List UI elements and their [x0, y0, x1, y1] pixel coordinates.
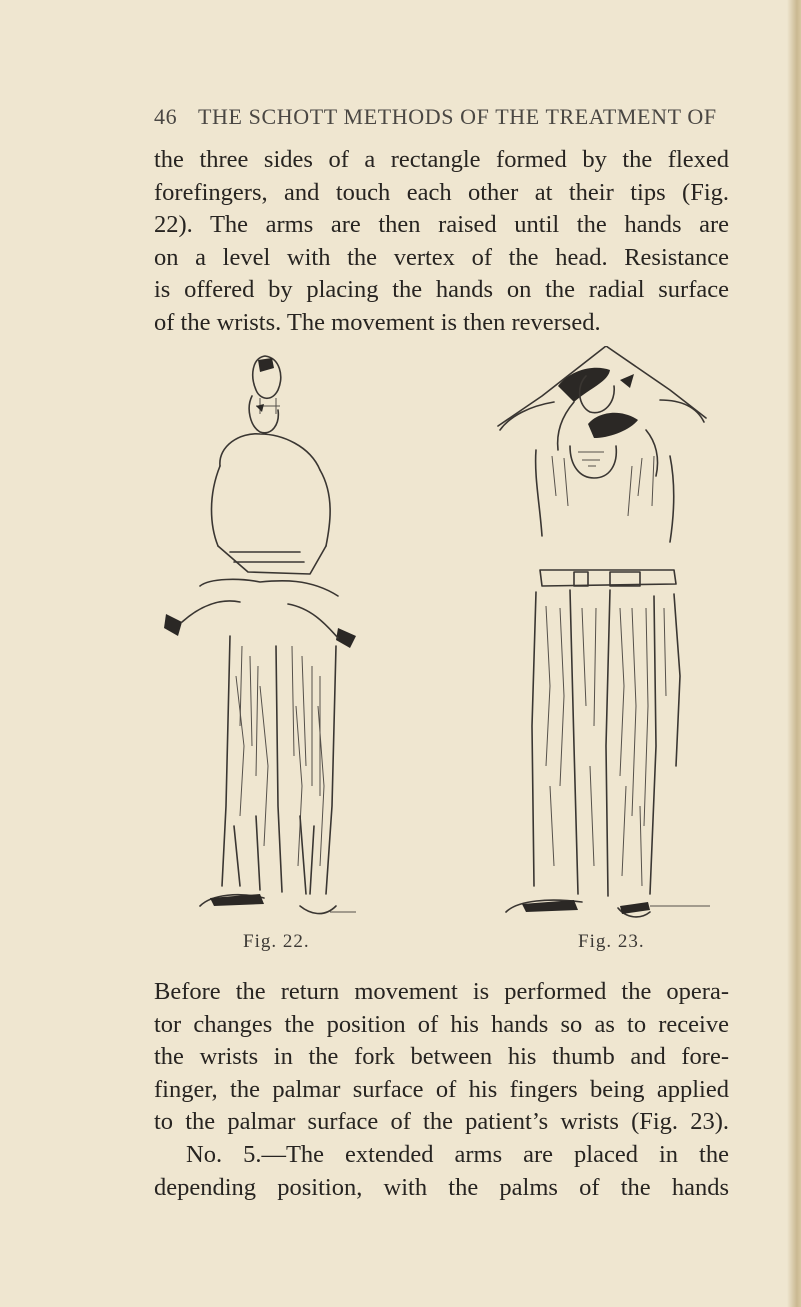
text-line: depending position, with the palms of the hands	[154, 1173, 729, 1201]
paragraph-3	[154, 1139, 729, 1204]
page-edge-shadow	[787, 0, 801, 1307]
text-line: the wrists in the fork between his thumb and fore-	[154, 1043, 729, 1071]
figure-22-illustration	[160, 346, 370, 926]
running-head	[154, 104, 717, 130]
paragraph-2	[154, 976, 729, 1139]
text-line: 22). The arms are then raised until the hands are	[154, 211, 729, 239]
figure-22-caption: Fig. 22.	[243, 931, 310, 952]
text-line: the three sides of a rectangle formed by the flexed	[154, 146, 729, 173]
text-line: No. 5.—The extended arms are placed in the	[186, 1141, 729, 1168]
text-line: forefingers, and touch each other at their tips (Fig.	[154, 178, 729, 206]
text-line: is offered by placing the hands on the radial surface	[154, 276, 729, 304]
page-number: 46	[154, 104, 178, 129]
text-line: to the palmar surface of the patient’s wrists (Fig. 23).	[154, 1108, 729, 1136]
running-head-title: THE SCHOTT METHODS OF THE TREATMENT OF	[198, 104, 717, 129]
figure-23-caption: Fig. 23.	[578, 931, 645, 952]
figure-23-illustration	[470, 346, 718, 926]
text-line: finger, the palmar surface of his fingers being applied	[154, 1075, 729, 1103]
text-line: of the wrists. The movement is then reversed.	[154, 308, 601, 336]
paragraph-1	[154, 144, 729, 340]
text-line: tor changes the position of his hands so as to receive	[154, 1010, 729, 1038]
text-line: Before the return movement is performed the opera-	[154, 978, 729, 1005]
text-line: on a level with the vertex of the head. Resistance	[154, 243, 729, 271]
